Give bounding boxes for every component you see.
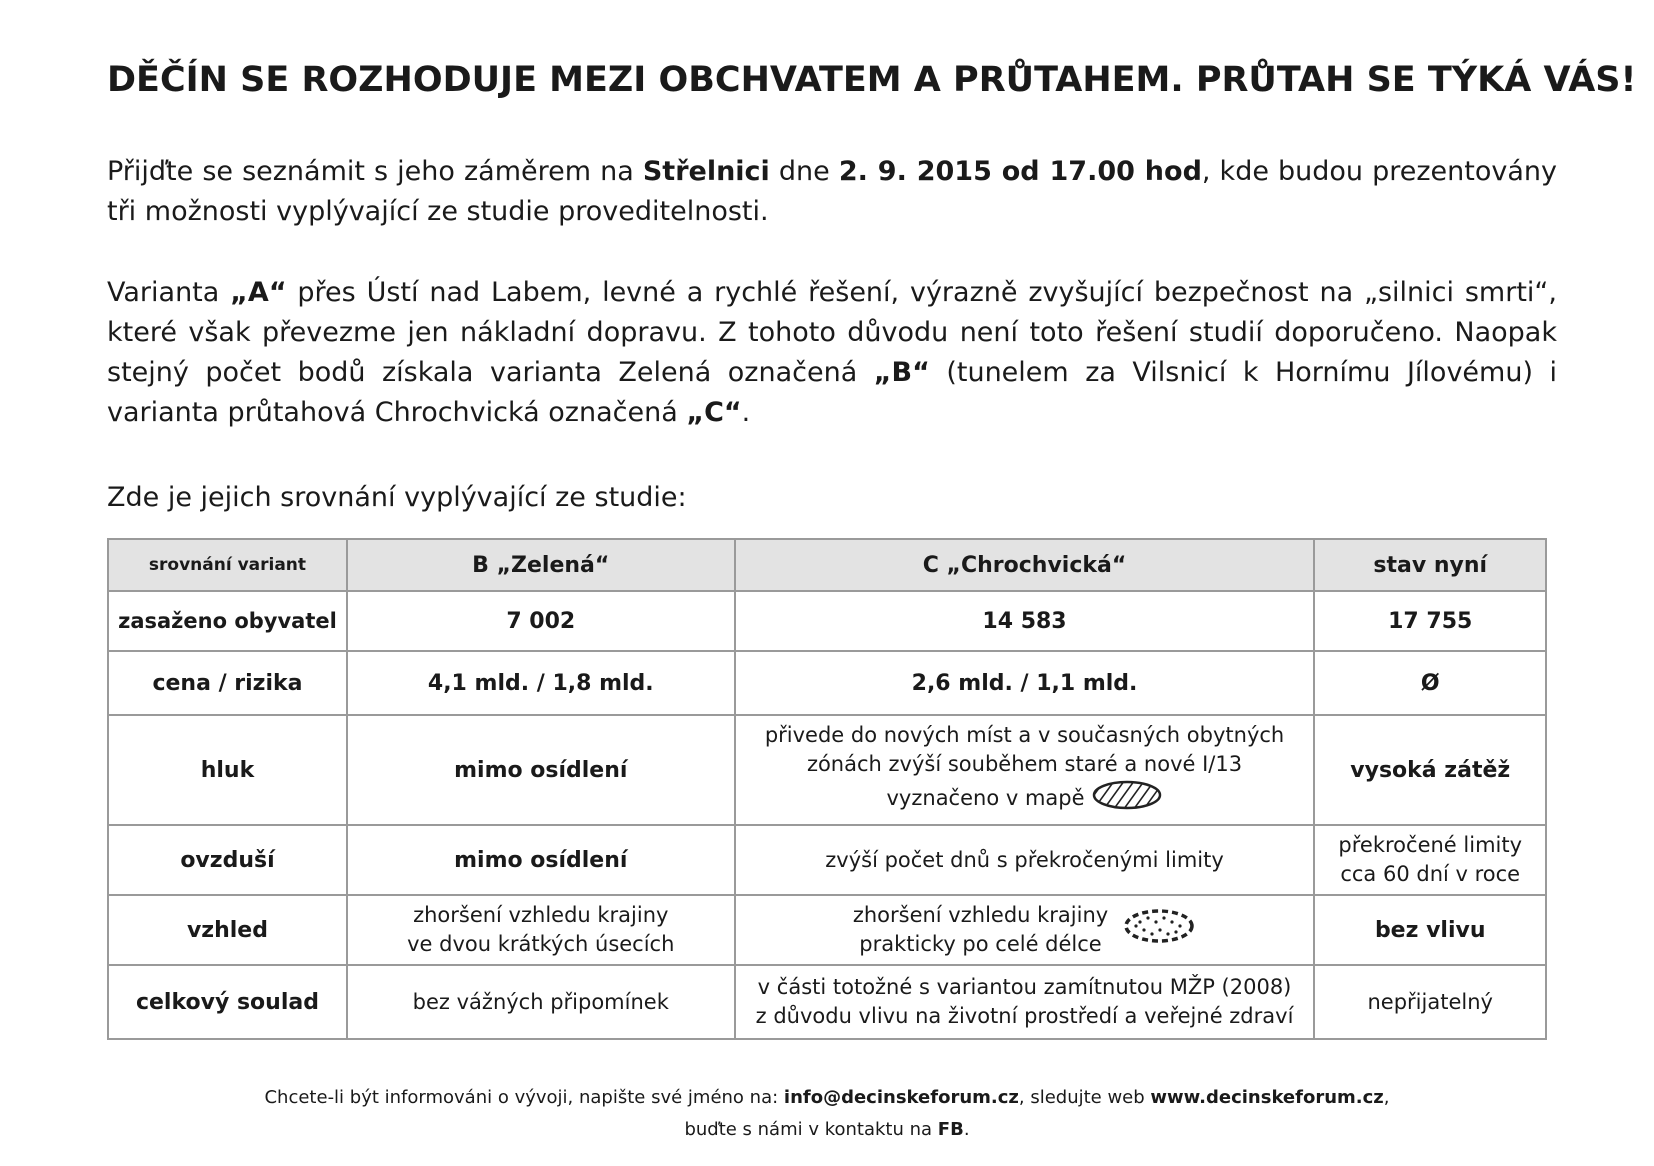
cell-current-state: 17 755 xyxy=(1314,591,1546,651)
table-row xyxy=(108,715,1546,825)
table-row xyxy=(108,895,1546,965)
cell-line: překročené limity xyxy=(1338,833,1523,857)
cell-line: ve dvou krátkých úsecích xyxy=(407,932,675,956)
cell-current-state: vysoká zátěž xyxy=(1314,715,1546,825)
cell-variant-c: 2,6 mld. / 1,1 mld. xyxy=(735,651,1315,715)
table-row xyxy=(108,591,1546,651)
cell-line: zónách zvýší souběhem staré a nové I/13 xyxy=(806,752,1243,776)
footer-text: buďte s námi v kontaktu na xyxy=(684,1119,938,1140)
cell-line: z důvodu vlivu na životní prostředí a veřejné zdraví xyxy=(755,1004,1294,1028)
cell-line: prakticky po celé délce xyxy=(859,932,1102,956)
cell-variant-b: bez vážných připomínek xyxy=(347,965,735,1039)
page-title: DĚČÍN SE ROZHODUJE MEZI OBCHVATEM A PRŮTAHEM. PRŮTAH SE TÝKÁ VÁS! xyxy=(107,60,1637,100)
hatched-ellipse-icon xyxy=(1091,779,1163,819)
website-link[interactable]: www.decinskeforum.cz xyxy=(1150,1087,1384,1108)
comparison-intro: Zde je jejich srovnání vyplývající ze studie: xyxy=(107,482,687,513)
footer-text: , sledujte web xyxy=(1018,1087,1151,1108)
cell-variant-b: mimo osídlení xyxy=(347,825,735,895)
footer-text: . xyxy=(963,1119,970,1140)
row-label: ovzduší xyxy=(108,825,347,895)
cell-variant-b: 4,1 mld. / 1,8 mld. xyxy=(347,651,735,715)
footer-text: , xyxy=(1383,1087,1390,1108)
cell-line: vyznačeno v mapě xyxy=(886,786,1085,810)
cell-line: zhoršení vzhledu krajiny xyxy=(413,903,669,927)
cell-line: přivede do nových míst a v současných obytných xyxy=(764,723,1285,747)
cell-content-with-icon xyxy=(853,901,1196,959)
table-row xyxy=(108,825,1546,895)
variants-paragraph xyxy=(107,273,1557,433)
variant-b-mark: „B“ xyxy=(873,357,930,388)
table-header-row xyxy=(108,539,1546,591)
intro-text: , kde budou prezentovány tři možnosti vyplývající ze studie proveditelnosti. xyxy=(107,156,1557,227)
cell-lines xyxy=(853,901,1108,959)
row-label: zasaženo obyvatel xyxy=(108,591,347,651)
variant-a-mark: „A“ xyxy=(230,277,287,308)
cell-current-state xyxy=(1314,825,1546,895)
variants-text: přes Ústí nad Labem, levné a rychlé řešení, výrazně zvyšující bezpečnost na „silnici smrti“, které však převezme jen nákladní dopravu. Z tohoto důvodu není toto řešení studií doporučeno. Naopak stejný počet bodů získala varianta Zelená označená xyxy=(107,277,1557,388)
table-row xyxy=(108,965,1546,1039)
variants-text: (tunelem za Vilsnicí k Hornímu Jílovému) i varianta průtahová Chrochvická označená xyxy=(107,357,1557,428)
cell-current-state: Ø xyxy=(1314,651,1546,715)
variant-c-mark: „C“ xyxy=(686,397,742,428)
row-label: hluk xyxy=(108,715,347,825)
cell-variant-c xyxy=(735,965,1315,1039)
header-variant-c: C „Chrochvická“ xyxy=(735,539,1315,591)
contact-email-link[interactable]: info@decinskeforum.cz xyxy=(783,1087,1019,1108)
footer-text: Chcete-li být informováni o vývoji, napište své jméno na: xyxy=(264,1087,784,1108)
header-current-state: stav nyní xyxy=(1314,539,1546,591)
cell-line-with-icon xyxy=(744,779,1306,819)
cell-variant-c xyxy=(735,895,1315,965)
cell-current-state: nepřijatelný xyxy=(1314,965,1546,1039)
cell-variant-c: 14 583 xyxy=(735,591,1315,651)
variants-text: . xyxy=(741,397,751,428)
facebook-link[interactable]: FB xyxy=(937,1119,964,1140)
cell-line: cca 60 dní v roce xyxy=(1340,862,1521,886)
dotted-ellipse-icon xyxy=(1122,906,1196,954)
row-label: cena / rizika xyxy=(108,651,347,715)
cell-variant-b xyxy=(347,895,735,965)
variants-text: Varianta xyxy=(107,277,231,308)
footer-line-2 xyxy=(0,1114,1654,1146)
intro-text: dne xyxy=(769,156,839,187)
header-variant-b: B „Zelená“ xyxy=(347,539,735,591)
comparison-table xyxy=(107,538,1547,1040)
table-row xyxy=(108,651,1546,715)
cell-variant-b: mimo osídlení xyxy=(347,715,735,825)
event-place: Střelnici xyxy=(642,156,770,187)
intro-text: Přijďte se seznámit s jeho záměrem na xyxy=(107,156,643,187)
header-comparison: srovnání variant xyxy=(108,539,347,591)
footer-line-1 xyxy=(0,1082,1654,1114)
cell-variant-c xyxy=(735,715,1315,825)
event-datetime: 2. 9. 2015 od 17.00 hod xyxy=(838,156,1202,187)
intro-paragraph xyxy=(107,152,1557,232)
cell-line: zhoršení vzhledu krajiny xyxy=(852,903,1109,927)
cell-variant-b: 7 002 xyxy=(347,591,735,651)
row-label: vzhled xyxy=(108,895,347,965)
cell-current-state: bez vlivu xyxy=(1314,895,1546,965)
cell-line: v části totožné s variantou zamítnutou MŽP (2008) xyxy=(757,975,1292,999)
cell-variant-c: zvýší počet dnů s překročenými limity xyxy=(735,825,1315,895)
row-label: celkový soulad xyxy=(108,965,347,1039)
